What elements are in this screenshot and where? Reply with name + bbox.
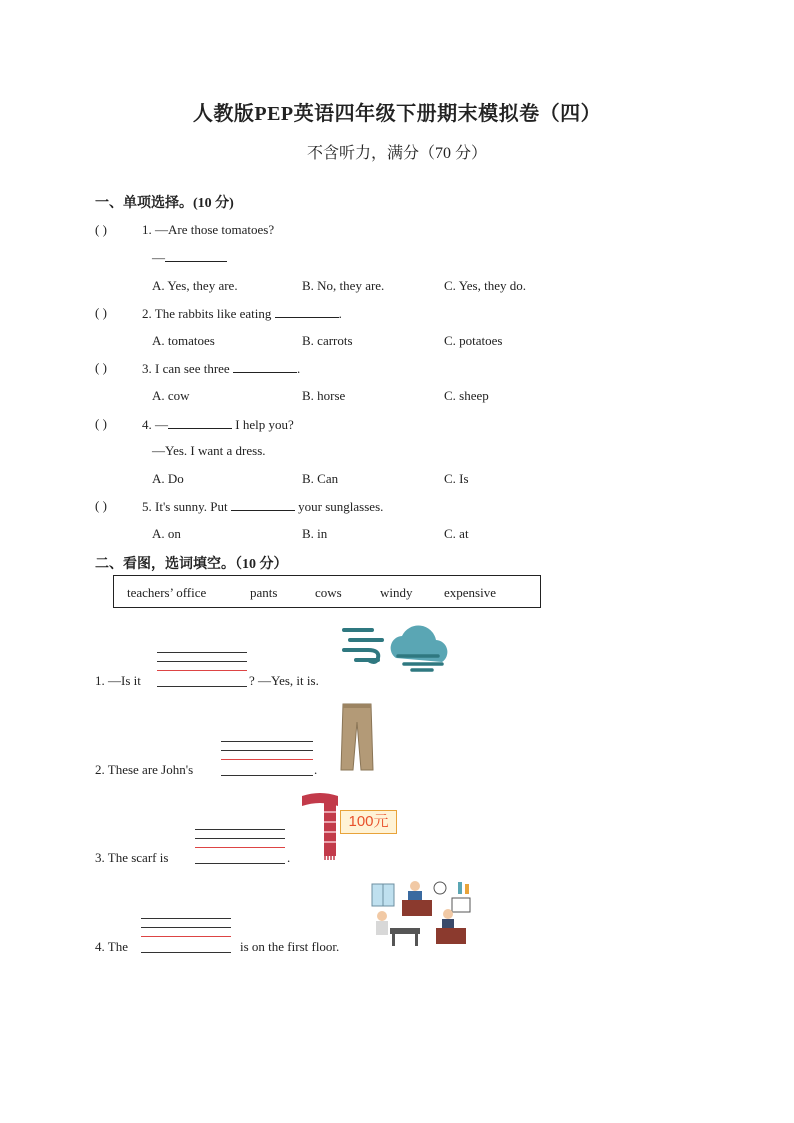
option-4b[interactable]: B. Can — [302, 471, 339, 486]
word-bank-item: cows — [315, 585, 342, 600]
fill-item-1-prefix: 1. —Is it — [95, 673, 141, 688]
four-line-blank-3[interactable] — [195, 829, 285, 865]
word-bank-item: expensive — [444, 585, 496, 600]
price-tag: 100元 — [340, 810, 397, 834]
answer-paren-2[interactable]: ( ) — [95, 305, 107, 320]
option-3b[interactable]: B. horse — [302, 388, 346, 403]
option-3c[interactable]: C. sheep — [444, 388, 489, 403]
answer-paren-1[interactable]: ( ) — [95, 222, 107, 237]
question-4-stem: 4. — I help you? — [142, 417, 294, 432]
option-2a[interactable]: A. tomatoes — [152, 333, 215, 348]
option-1c[interactable]: C. Yes, they do. — [444, 278, 526, 293]
section-heading-2: 二、看图，选词填空。（10 分） — [95, 557, 288, 572]
question-5-stem: 5. It's sunny. Put your sunglasses. — [142, 499, 384, 514]
fill-item-4-prefix: 4. The — [95, 939, 128, 954]
answer-paren-5[interactable]: ( ) — [95, 498, 107, 513]
page-title: 人教版PEP英语四年级下册期末模拟卷（四） — [192, 103, 602, 125]
option-4a[interactable]: A. Do — [152, 471, 184, 486]
option-3a[interactable]: A. cow — [152, 388, 190, 403]
option-4c[interactable]: C. Is — [444, 471, 469, 486]
four-line-blank-4[interactable] — [141, 918, 231, 954]
section-heading-1: 一、单项选择。(10 分) — [95, 196, 234, 211]
word-bank-item: teachers’ office — [127, 585, 207, 600]
option-1a[interactable]: A. Yes, they are. — [152, 278, 238, 293]
four-line-blank-1[interactable] — [157, 652, 247, 688]
option-2c[interactable]: C. potatoes — [444, 333, 503, 348]
fill-item-2-prefix: 2. These are John's — [95, 762, 194, 777]
fill-item-3-prefix: 3. The scarf is — [95, 850, 169, 865]
word-bank-item: windy — [380, 585, 413, 600]
answer-blank[interactable] — [168, 416, 232, 429]
option-2b[interactable]: B. carrots — [302, 333, 353, 348]
question-4-line2: —Yes. I want a dress. — [152, 443, 266, 458]
question-3-stem: 3. I can see three . — [142, 361, 301, 376]
answer-paren-3[interactable]: ( ) — [95, 360, 107, 375]
question-1-stem: 1. —Are those tomatoes? — [142, 222, 275, 237]
option-5b[interactable]: B. in — [302, 526, 328, 541]
answer-blank[interactable] — [165, 249, 227, 262]
page-subtitle: 不含听力，满分（70 分） — [306, 145, 487, 162]
fill-item-1-suffix: ? —Yes, it is. — [249, 673, 319, 688]
four-line-blank-2[interactable] — [221, 741, 313, 777]
option-5a[interactable]: A. on — [152, 526, 181, 541]
pants-image — [340, 702, 374, 772]
scarf-image — [300, 792, 340, 860]
word-bank — [113, 575, 541, 608]
option-5c[interactable]: C. at — [444, 526, 469, 541]
answer-blank[interactable] — [233, 360, 297, 373]
answer-blank[interactable] — [275, 305, 339, 318]
word-bank-item: pants — [250, 585, 278, 600]
answer-paren-4[interactable]: ( ) — [95, 416, 107, 431]
question-2-stem: 2. The rabbits like eating . — [142, 306, 342, 321]
answer-blank[interactable] — [231, 498, 295, 511]
fill-item-4-suffix: is on the first floor. — [240, 939, 340, 954]
question-1-line2: — — [152, 249, 227, 266]
option-1b[interactable]: B. No, they are. — [302, 278, 385, 293]
windy-cloud-image — [342, 620, 447, 676]
fill-item-3-suffix: . — [287, 850, 291, 865]
teachers-office-image — [370, 878, 474, 950]
fill-item-2-suffix: . — [314, 762, 318, 777]
